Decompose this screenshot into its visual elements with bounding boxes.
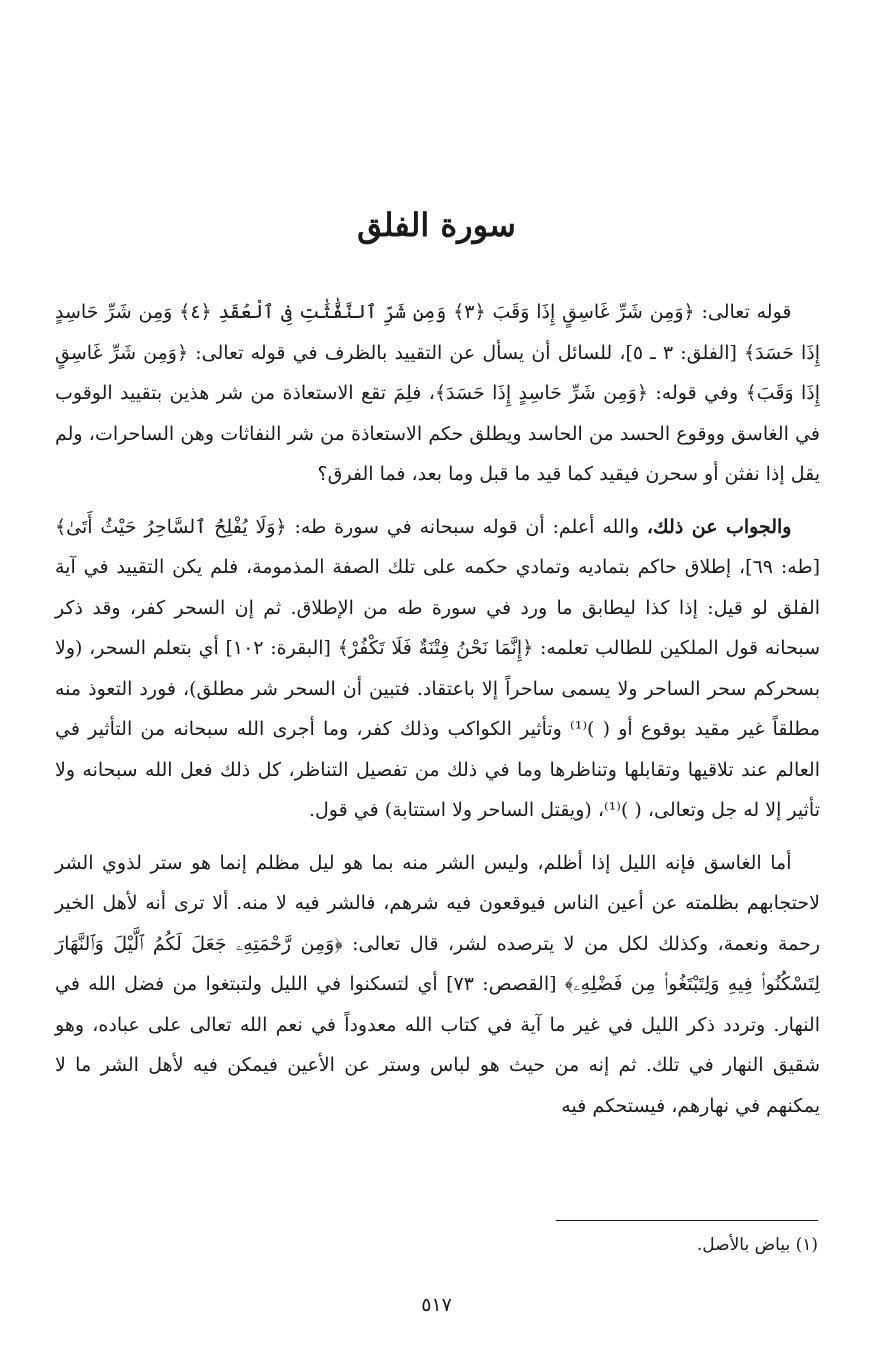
footnote-divider: [556, 1220, 818, 1221]
paragraph-2: [55, 507, 820, 831]
paragraph-1: [55, 292, 820, 495]
surah-title: سورة الفلق: [357, 206, 516, 244]
page-number: ٥١٧: [421, 1294, 452, 1316]
footnote: (١) بياض بالأصل.: [696, 1235, 818, 1255]
paragraph-3: [55, 843, 820, 1127]
paragraph-1-text: قوله تعالى: ﴿وَمِن شَرِّ غَاسِقٍ إِذَا وَقَبَ ﴿٣﴾ وَمِن شَرِّ ٱلنَّفَّٰثَٰتِ فِى ٱلْعُقَدِ ﴿٤﴾ وَمِن شَرِّ حَاسِدٍ إِذَا حَسَدَ﴾ [الفلق: ٣ ـ ٥]، للسائل أن يسأل عن التقييد بالظرف في قوله تعالى: ﴿وَمِن شَرِّ غَاسِقٍ إِذَا وَقَبَ﴾ وفي قوله: ﴿وَمِن شَرِّ حَاسِدٍ إِذَا حَسَدَ﴾، فلِمَ تقع الاستعاذة من شر هذين بتقييد الوقوب في الغاسق ووقوع الحسد من الحاسد ويطلق حكم الاستعاذة من شر النفاثات وهن الساحرات، ولم يقل إذا نفثن أو سحرن فيقيد كما قيد ما قبل وما بعد، فما الفرق؟: [55, 301, 820, 485]
body-text: [55, 292, 820, 1126]
paragraph-3-text: أما الغاسق فإنه الليل إذا أظلم، وليس الشر منه بما هو ليل مظلم إنما هو ستر لذوي الشر لاحتجابهم بظلمته عن أعين الناس فيوقعون فيه شرهم، فالشر فيه لا منه. ألا ترى أنه لأهل الخير رحمة ونعمة، وكذلك لكل من لا يترصده لشر، قال تعالى: ﴿وَمِن رَّحْمَتِهِۦ جَعَلَ لَكُمُ ٱلَّيْلَ وَٱلنَّهَارَ لِتَسْكُنُوا۟ فِيهِ وَلِتَبْتَغُوا۟ مِن فَضْلِهِۦ﴾ [القصص: ٧٣] أي لتسكنوا في الليل ولتبتغوا من فضل الله في النهار. وتردد ذكر الليل في غير ما آية في كتاب الله معدوداً في نعم الله تعالى على عباده، وهو شقيق النهار في تلك. ثم إنه من حيث هو لباس وستر عن الأعين فيمكن فيه لأهل الشر ما لا يمكنهم في نهارهم، فيستحكم فيه: [55, 851, 820, 1117]
paragraph-2-lead: والجواب عن ذلك،: [646, 515, 792, 538]
paragraph-2-text: والله أعلم: أن قوله سبحانه في سورة طه: ﴿وَلَا يُفْلِحُ ٱلسَّاحِرُ حَيْثُ أَتَىٰ﴾ [طه: ٦٩]، إطلاق حاكم بتماديه وتمادي حكمه على تلك الصفة المذمومة، فلم يكن التقييد في آية الفلق لو قيل: إذا كذا ليطابق ما ورد في سورة طه من الإطلاق. ثم إن السحر كفر، وقد ذكر سبحانه قول الملكين للطالب تعلمه: ﴿إِنَّمَا نَحْنُ فِتْنَةٌ فَلَا تَكْفُرْ﴾ [البقرة: ١٠٢] أي بتعلم السحر، (ولا بسحركم سحر الساحر ولا يسمى ساحراً إلا باعتقاد. فتبين أن السحر شر مطلق)، فورد التعوذ منه مطلقاً غير مقيد بوقوع أو ( )⁽¹⁾ وتأثير الكواكب وذلك كفر، وما أجرى الله سبحانه من التأثير في العالم عند تلاقيها وتقابلها وتناظرها وما في ذلك من تفصيل التناظر، كل ذلك فعل الله سبحانه ولا تأثير إلا له جل وتعالى، ( )⁽¹⁾، (ويقتل الساحر ولا استتابة) في قول.: [55, 515, 820, 821]
